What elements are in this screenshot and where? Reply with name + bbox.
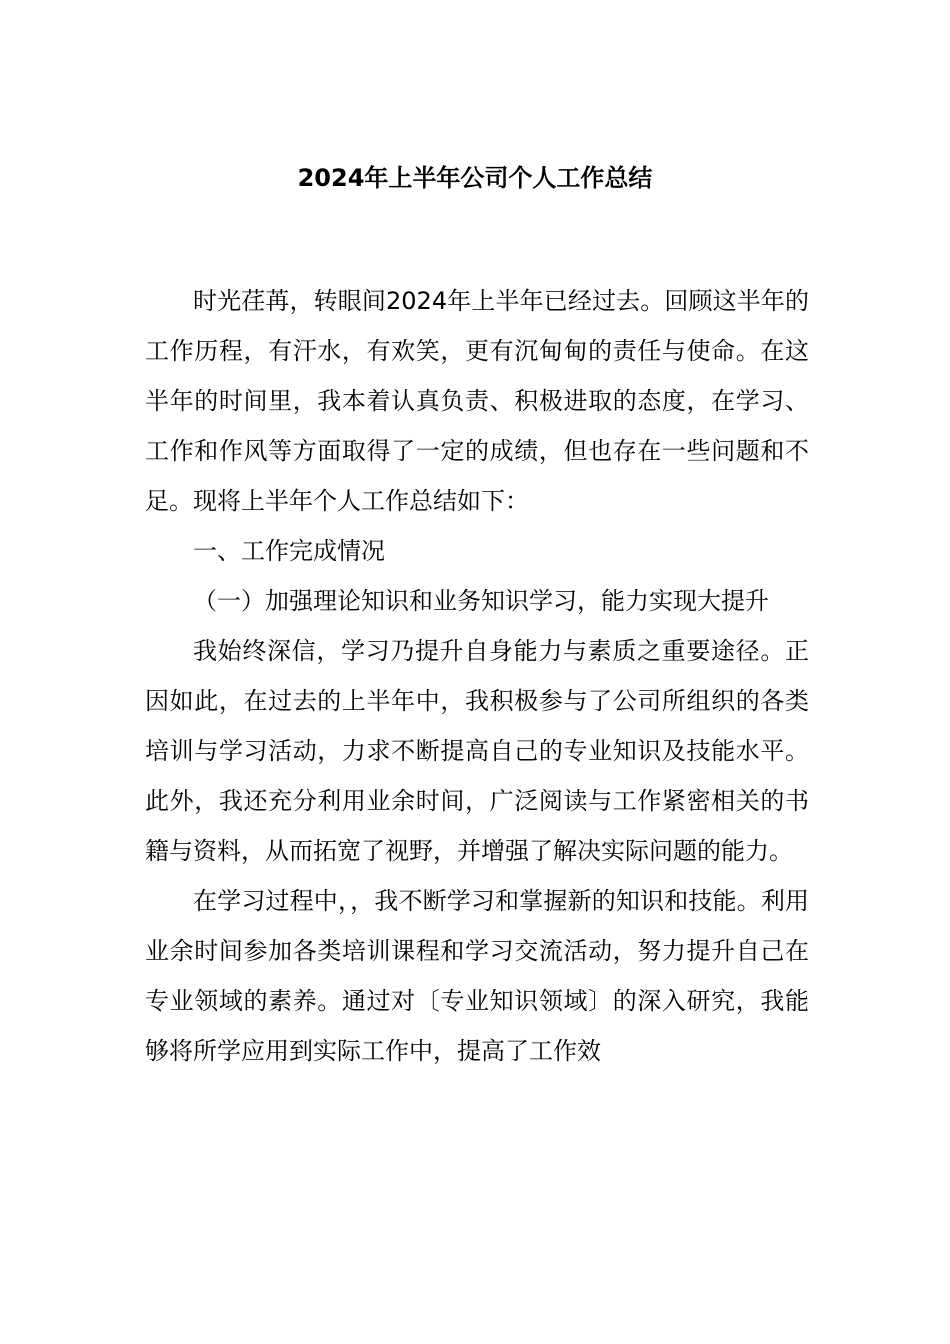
paragraph-learning-belief: 我始终深信，学习乃提升自身能力与素质之重要途径。正因如此，在过去的上半年中，我积极参与了公司所组织的各类培训与学习活动，力求不断提高自己的专业知识及技能水平。此外，我还充分利用业余时间，广泛阅读与工作紧密相关的书籍与资料，从而拓宽了视野，并增强了解决实际问题的能力。	[145, 637, 809, 865]
section-heading-work-completion: 一、工作完成情况	[193, 537, 385, 565]
paragraph-learning-process: 在学习过程中，，我不断学习和掌握新的知识和技能。利用业余时间参加各类培训课程和学习交流活动，努力提升自己在专业领域的素养。通过对〔专业知识领域〕的深入研究，我能够将所学应用到实际工作中，提高了工作效	[145, 887, 809, 1065]
paragraph-intro: 时光荏苒，转眼间2024年上半年已经过去。回顾这半年的工作历程，有汗水，有欢笑，更有沉甸甸的责任与使命。在这半年的时间里，我本着认真负责、积极进取的态度，在学习、工作和作风等方面取得了一定的成绩，但也存在一些问题和不足。现将上半年个人工作总结如下：	[145, 287, 809, 515]
document-title: 2024年上半年公司个人工作总结	[297, 164, 653, 192]
document-body	[145, 276, 809, 1076]
subsection-heading-learning: （一）加强理论知识和业务知识学习，能力实现大提升	[193, 587, 769, 615]
